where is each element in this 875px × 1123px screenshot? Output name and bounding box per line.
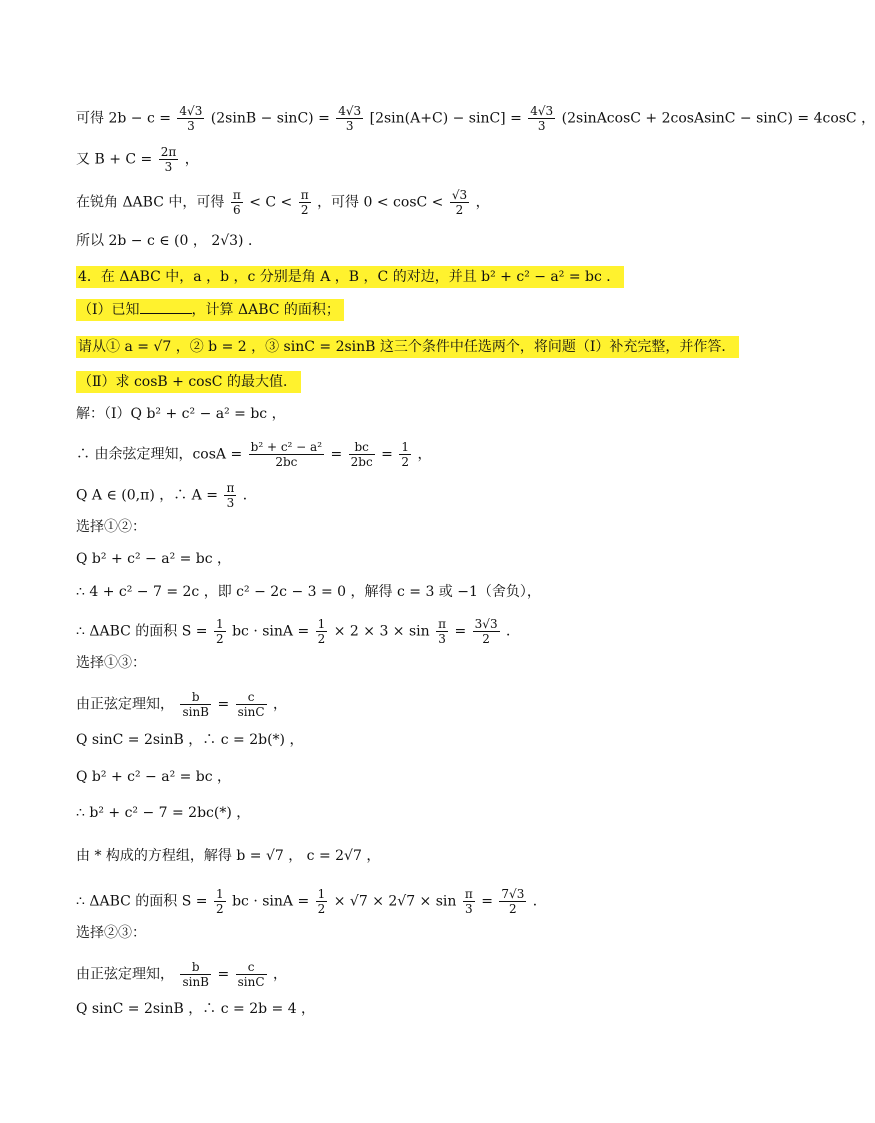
text-segment: ， xyxy=(273,966,287,983)
answer-line-13 xyxy=(76,960,287,989)
numerator: π xyxy=(300,188,309,202)
denominator: 2bc xyxy=(350,455,373,469)
fraction xyxy=(316,887,328,916)
text-segment: × √7 × 2√7 × sin xyxy=(333,893,457,910)
choice-heading-2-3 xyxy=(76,924,146,942)
fraction xyxy=(177,104,204,133)
text-segment: < C < xyxy=(249,194,297,211)
numerator: 7√3 xyxy=(501,887,525,901)
text-segment: （Ⅰ）已知 xyxy=(78,302,140,318)
denominator: 2 xyxy=(455,203,464,217)
text-segment: = xyxy=(481,893,498,910)
fraction xyxy=(214,887,226,916)
answer-line-10 xyxy=(76,804,250,822)
answer-line-3 xyxy=(76,481,257,510)
question-conditions xyxy=(76,338,739,356)
choice-heading-1-3 xyxy=(76,654,146,672)
fraction xyxy=(436,617,448,646)
text-segment: 由 * 构成的方程组，解得 b = √7 ， c = 2√7 ， xyxy=(76,848,381,864)
denominator: sinB xyxy=(182,975,209,989)
fraction xyxy=(180,690,211,719)
numerator: bc xyxy=(349,440,375,455)
denominator: sinC xyxy=(237,975,265,989)
numerator: 3√3 xyxy=(474,617,498,631)
text-segment: ， xyxy=(184,151,199,168)
text-segment: 选择②③： xyxy=(76,925,146,941)
numerator: 4√3 xyxy=(530,104,554,118)
text-segment: Q b² + c² − a² = bc ， xyxy=(76,551,232,567)
denominator: 3 xyxy=(438,632,446,646)
text-segment: Q sinC = 2sinB ，∴ c = 2b = 4 ， xyxy=(76,1001,316,1017)
numerator: 2π xyxy=(160,145,177,159)
question-part-2 xyxy=(76,373,301,391)
denominator: 6 xyxy=(232,203,241,217)
numerator: b² + c² − a² xyxy=(250,440,323,454)
denominator: 3 xyxy=(187,119,195,133)
fraction xyxy=(299,188,311,217)
text-segment: = xyxy=(217,966,234,983)
text-segment: 由正弦定理知， xyxy=(76,966,174,983)
numerator: π xyxy=(226,481,235,495)
fraction xyxy=(528,104,555,133)
text-segment: 所以 2b − c ∈ (0 ， 2√3) ． xyxy=(76,233,262,249)
numerator: π xyxy=(232,188,241,202)
fraction xyxy=(499,887,526,916)
text-segment: ， xyxy=(273,696,287,713)
fraction xyxy=(463,887,475,916)
denominator: 2 xyxy=(317,632,326,646)
text-segment: ． xyxy=(532,893,547,910)
highlighted-text: （Ⅱ）求 cosB + cosC 的最大值． xyxy=(76,371,301,393)
numerator: π xyxy=(464,887,473,901)
fraction xyxy=(159,145,179,174)
text-segment: = xyxy=(381,446,398,463)
text-segment: 由正弦定理知， xyxy=(76,696,174,713)
answer-line-9 xyxy=(76,768,231,786)
text-segment: ∴ 4 + c² − 7 = 2c ，即 c² − 2c − 3 = 0 ，解得 c = 3 或 −1（舍负）， xyxy=(76,584,541,600)
text-segment: ． xyxy=(242,487,257,504)
numerator: 1 xyxy=(317,617,326,631)
fraction xyxy=(399,440,411,469)
numerator: 1 xyxy=(215,887,224,901)
text-segment: ， xyxy=(417,446,432,463)
solution-line-3 xyxy=(76,188,490,217)
text-segment: ∴ ΔABC 的面积 S = xyxy=(76,623,212,640)
fraction xyxy=(249,440,324,469)
text-segment: (2sinB − sinC) = xyxy=(210,110,335,127)
denominator: 2 xyxy=(215,632,224,646)
text-segment: bc · sinA = xyxy=(232,623,314,640)
text-segment: 选择①③： xyxy=(76,655,146,671)
text-segment: ，计算 ΔABC 的面积； xyxy=(191,302,340,318)
denominator: 3 xyxy=(465,902,473,916)
solution-line-1 xyxy=(76,104,875,133)
text-segment: 选择①②： xyxy=(76,519,146,535)
text-segment: 又 B + C = xyxy=(76,151,157,168)
text-segment: bc · sinA = xyxy=(232,893,314,910)
text-segment: = xyxy=(217,696,234,713)
question-part-1 xyxy=(76,301,344,319)
numerator: c xyxy=(236,690,267,705)
fraction xyxy=(224,481,236,510)
answer-line-2 xyxy=(76,440,431,469)
answer-line-14 xyxy=(76,1000,315,1018)
text-segment: Q A ∈ (0,π) ，∴ A = xyxy=(76,487,223,504)
highlighted-text: 请从① a = √7 ，② b = 2 ，③ sinC = 2sinB 这三个条件中任选两个，将问题（Ⅰ）补充完整，并作答． xyxy=(76,336,739,358)
answer-line-7 xyxy=(76,690,287,719)
denominator: 2 xyxy=(401,455,409,469)
text-segment: = xyxy=(454,623,471,640)
numerator: 1 xyxy=(215,617,224,631)
text-segment: [2sin(A+C) − sinC] = xyxy=(369,110,527,127)
answer-line-8 xyxy=(76,731,303,749)
fill-in-blank xyxy=(140,301,192,314)
numerator: b xyxy=(180,960,211,975)
denominator: sinC xyxy=(237,705,265,719)
text-segment: × 2 × 3 × sin xyxy=(333,623,430,640)
numerator: 1 xyxy=(401,440,409,454)
highlighted-text xyxy=(76,299,344,321)
numerator: b xyxy=(180,690,211,705)
numerator: 4√3 xyxy=(179,104,203,118)
denominator: 3 xyxy=(164,160,173,174)
text-segment: ∴ ΔABC 的面积 S = xyxy=(76,893,212,910)
text-segment: 解：（Ⅰ）Q b² + c² − a² = bc ， xyxy=(76,406,286,422)
answer-line-1 xyxy=(76,405,286,423)
fraction xyxy=(236,960,267,989)
text-segment: 在锐角 ΔABC 中，可得 xyxy=(76,194,229,211)
fraction xyxy=(473,617,500,646)
text-segment: ． xyxy=(506,623,521,640)
numerator: √3 xyxy=(451,188,468,202)
question-4-stem xyxy=(76,268,624,286)
text-segment: = xyxy=(330,446,347,463)
answer-line-12 xyxy=(76,887,547,916)
denominator: 2 xyxy=(300,203,309,217)
text-segment: ∴ 由余弦定理知，cosA = xyxy=(76,446,247,463)
numerator: π xyxy=(438,617,447,631)
denominator: 2 xyxy=(215,902,224,916)
answer-line-4 xyxy=(76,550,231,568)
text-segment: 可得 2b − c = xyxy=(76,110,176,127)
choice-heading-1-2 xyxy=(76,518,146,536)
numerator: 1 xyxy=(317,887,326,901)
solution-line-2 xyxy=(76,145,199,174)
text-segment: Q b² + c² − a² = bc ， xyxy=(76,769,232,785)
fraction xyxy=(316,617,328,646)
denominator: 3 xyxy=(537,119,546,133)
fraction xyxy=(180,960,211,989)
numerator: 4√3 xyxy=(338,104,362,118)
text-segment: ∴ b² + c² − 7 = 2bc(*) ， xyxy=(76,805,251,821)
answer-line-11 xyxy=(76,847,380,865)
denominator: 3 xyxy=(226,496,235,510)
fraction xyxy=(450,188,469,217)
denominator: 2 xyxy=(482,632,490,646)
fraction xyxy=(214,617,226,646)
fraction xyxy=(336,104,363,133)
denominator: 2 xyxy=(509,902,517,916)
fraction xyxy=(236,690,267,719)
answer-line-6 xyxy=(76,617,520,646)
answer-line-5 xyxy=(76,583,541,601)
fraction xyxy=(231,188,243,217)
highlighted-text: 4．在 ΔABC 中，a ，b ，c 分别是角 A ，B ，C 的对边，并且 b² + c² − a² = bc ． xyxy=(76,266,624,288)
fraction xyxy=(349,440,375,469)
text-segment: ， xyxy=(475,194,490,211)
text-segment: ，可得 0 < cosC < xyxy=(317,194,448,211)
solution-line-4 xyxy=(76,232,262,250)
denominator: 2bc xyxy=(275,455,298,469)
numerator: c xyxy=(236,960,267,975)
denominator: 2 xyxy=(317,902,326,916)
denominator: sinB xyxy=(182,705,209,719)
denominator: 3 xyxy=(345,119,354,133)
text-segment: (2sinAcosC + 2cosAsinC − sinC) = 4cosC ， xyxy=(561,110,875,127)
text-segment: Q sinC = 2sinB ，∴ c = 2b(*) ， xyxy=(76,732,304,748)
